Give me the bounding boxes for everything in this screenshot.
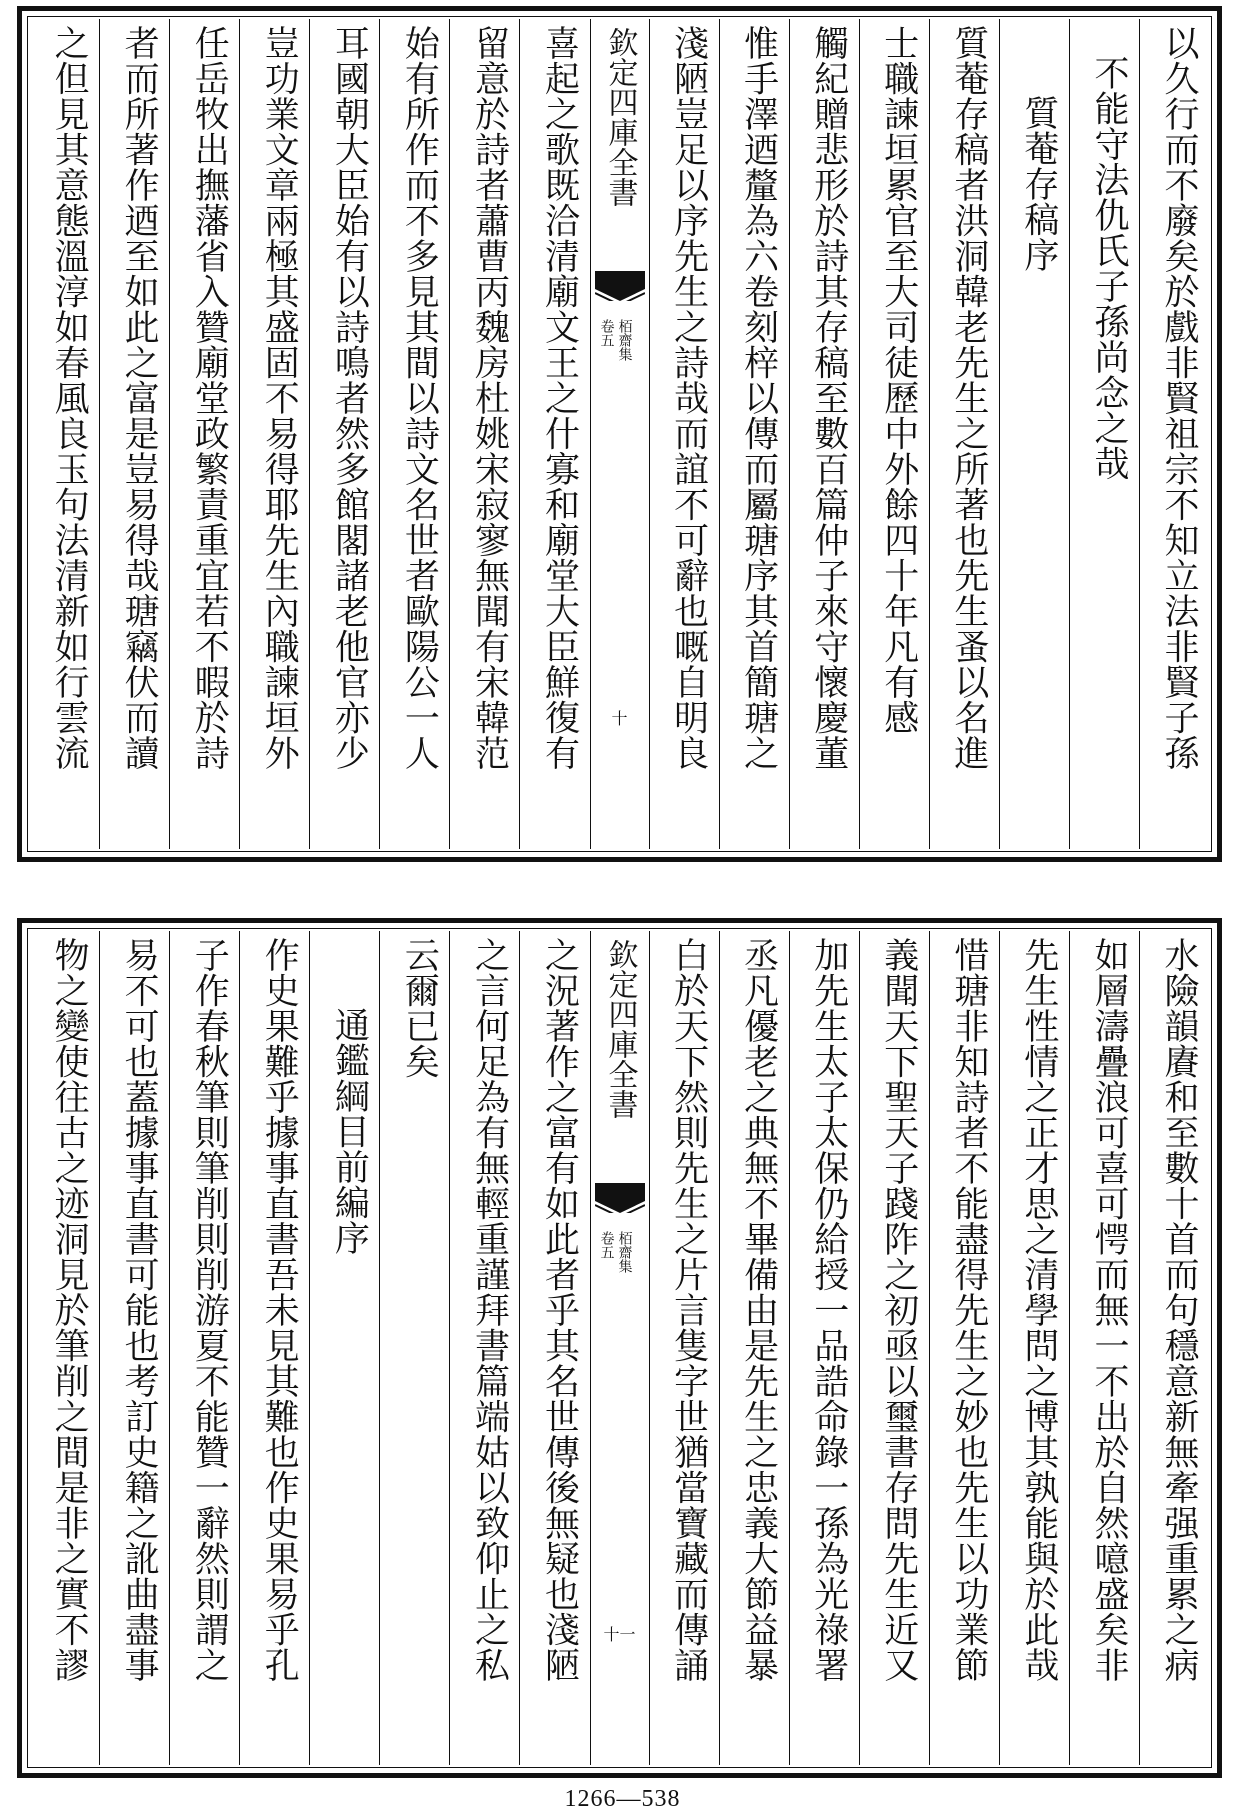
section-title: 通鑑綱目前編序 bbox=[309, 931, 379, 1765]
text-column: 之但見其意態溫淳如春風良玉句法清新如行雲流 bbox=[49, 25, 90, 771]
text-column: 先生性情之正才思之清學問之博其孰能與於此哉 bbox=[999, 931, 1069, 1765]
text-column: 留意於詩者蕭曹丙魏房杜姚宋寂寥無聞有宋韓范 bbox=[449, 19, 519, 849]
text-column: 喜起之歌既洽清廟文王之什寡和廟堂大臣鮮復有 bbox=[519, 19, 589, 849]
text-column: 之況著作之富有如此者乎其名世傳後無疑也淺陋 bbox=[519, 931, 589, 1765]
text-column: 質菴存稿者洪洞韓老先生之所著也先生蚤以名進 bbox=[929, 19, 999, 849]
text-column: 丞凡優老之典無不畢備由是先生之忠義大節益暴 bbox=[719, 931, 789, 1765]
page-top bbox=[17, 6, 1222, 862]
text-column: 惟手澤迺釐為六卷刻梓以傳而屬瑭序其首簡瑭之 bbox=[719, 19, 789, 849]
text-column: 白於天下然則先生之片言隻字世猶當寶藏而傳誦 bbox=[649, 931, 719, 1765]
text-column: 子作春秋筆則筆削則削游夏不能贊一辭然則謂之 bbox=[169, 931, 239, 1765]
text-column: 加先生太子太保仍給授一品誥命錄一孫為光祿署 bbox=[789, 931, 859, 1765]
center-margin bbox=[590, 19, 650, 849]
text-column: 耳國朝大臣始有以詩鳴者然多館閣諸老他官亦少 bbox=[309, 19, 379, 849]
page-bottom bbox=[17, 918, 1222, 1778]
text-column: 如層濤疊浪可喜可愕而無一不出於自然噫盛矣非 bbox=[1069, 931, 1139, 1765]
text-column: 義聞天下聖天子踐阼之初亟以璽書存問先生近又 bbox=[859, 931, 929, 1765]
book-title: 栢齋集 bbox=[616, 319, 633, 361]
fishtail-icon bbox=[595, 271, 645, 301]
text-column: 以久行而不廢矣於戲非賢祖宗不知立法非賢子孫 bbox=[1139, 19, 1209, 849]
section-title: 質菴存稿序 bbox=[999, 19, 1069, 849]
text-column: 任岳牧出撫藩省入贊廟堂政繁責重宜若不暇於詩 bbox=[169, 19, 239, 849]
leaf-number: 十 bbox=[611, 709, 628, 728]
series-title: 欽定四庫全書 bbox=[602, 27, 638, 207]
text-column: 不能守法仇氏子孫尚念之哉 bbox=[1069, 19, 1139, 849]
text-column: 作史果難乎據事直書吾未見其難也作史果易乎孔 bbox=[239, 931, 309, 1765]
series-title: 欽定四庫全書 bbox=[602, 939, 638, 1119]
center-margin bbox=[590, 931, 650, 1765]
book-title: 栢齋集 bbox=[616, 1231, 633, 1273]
text-columns bbox=[30, 19, 1209, 849]
text-column: 始有所作而不多見其間以詩文名世者歐陽公一人 bbox=[379, 19, 449, 849]
page-reference: 1266—538 bbox=[564, 1786, 681, 1812]
text-column: 士職諫垣累官至大司徒歷中外餘四十年凡有感 bbox=[859, 19, 929, 849]
text-column: 豈功業文章兩極其盛固不易得耶先生內職諫垣外 bbox=[239, 19, 309, 849]
text-column: 水險韻賡和至數十首而句穩意新無牽强重累之病 bbox=[1139, 931, 1209, 1765]
volume-label: 卷五 bbox=[598, 319, 615, 347]
volume-label: 卷五 bbox=[598, 1231, 615, 1259]
text-column: 觸紀贈悲形於詩其存稿至數百篇仲子來守懷慶董 bbox=[789, 19, 859, 849]
leaf-number: 十一 bbox=[603, 1625, 636, 1644]
text-column: 物之變使往古之迹洞見於筆削之間是非之實不謬 bbox=[49, 937, 90, 1683]
text-columns bbox=[30, 931, 1209, 1765]
text-column: 云爾已矣 bbox=[379, 931, 449, 1765]
text-column: 易不可也蓋據事直書可能也考訂史籍之訛曲盡事 bbox=[99, 931, 169, 1765]
text-column: 惜瑭非知詩者不能盡得先生之妙也先生以功業節 bbox=[929, 931, 999, 1765]
text-column: 之言何足為有無輕重謹拜書篇端姑以致仰止之私 bbox=[449, 931, 519, 1765]
text-column: 淺陋豈足以序先生之詩哉而誼不可辭也嘅自明良 bbox=[649, 19, 719, 849]
fishtail-icon bbox=[595, 1183, 645, 1213]
text-column: 者而所著作迺至如此之富是豈易得哉瑭竊伏而讀 bbox=[99, 19, 169, 849]
